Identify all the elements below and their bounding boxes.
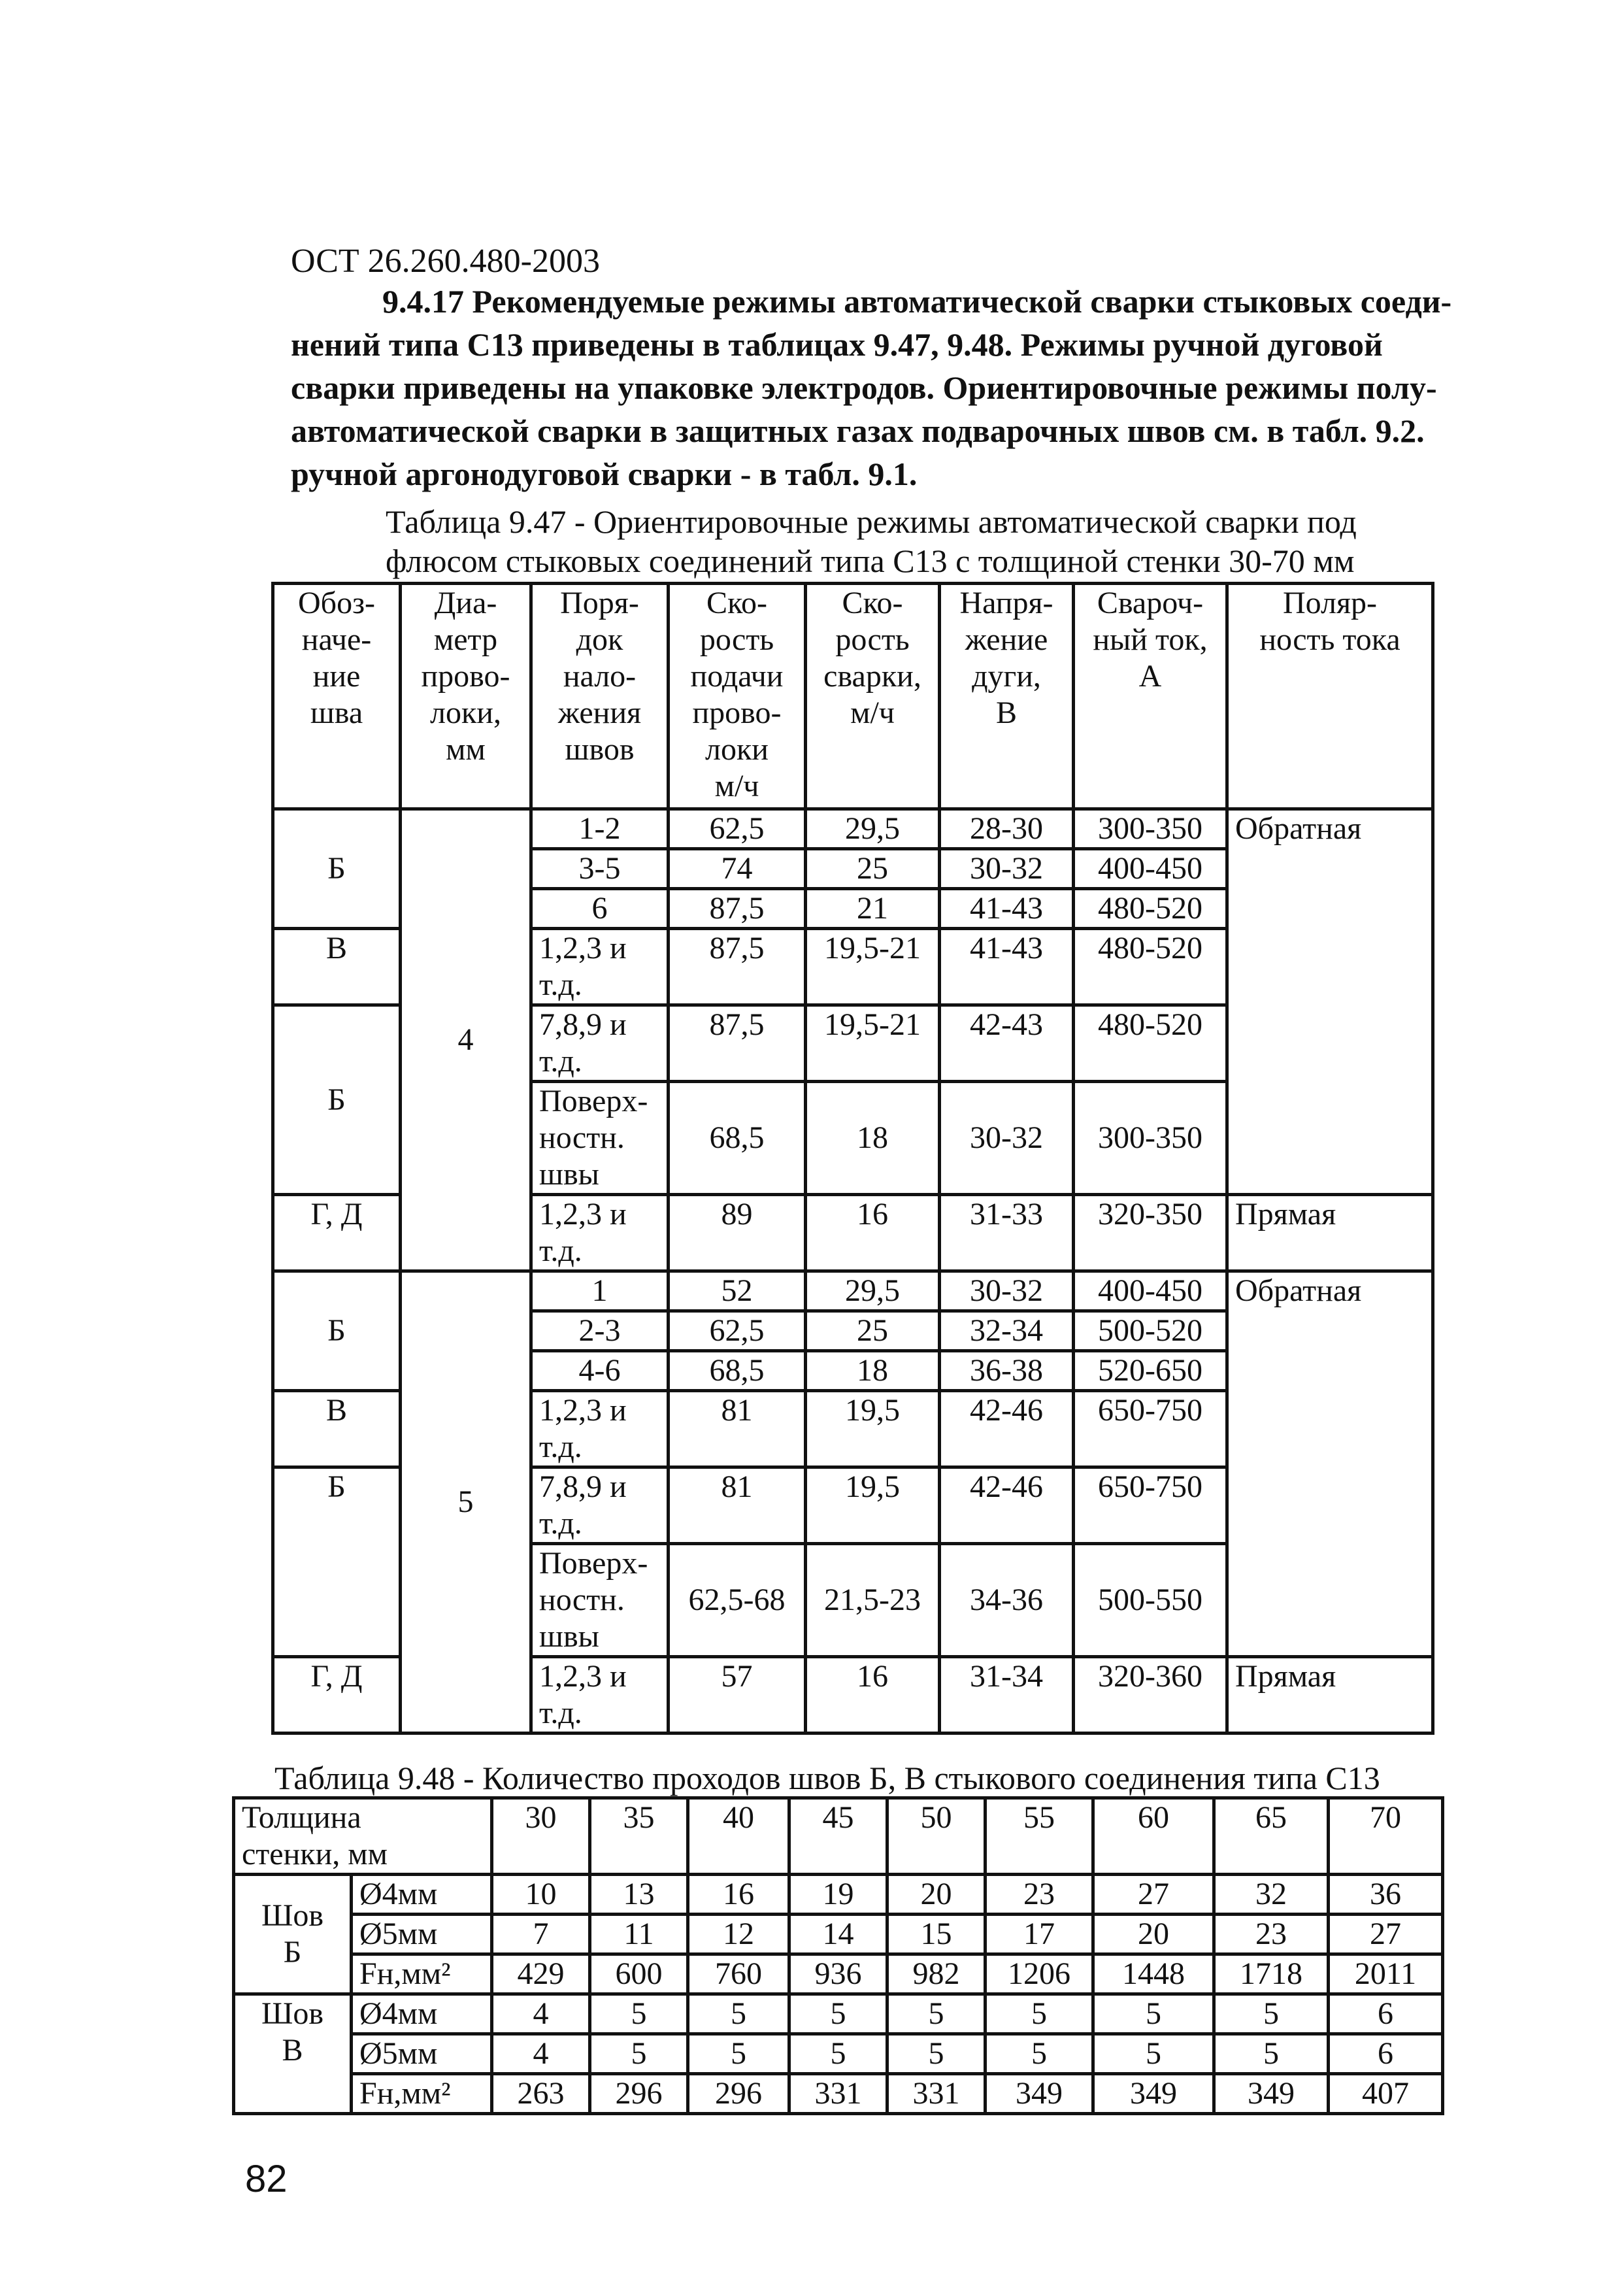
count-cell: 5 [590, 2034, 688, 2074]
value-cell: 480-520 [1074, 1005, 1227, 1082]
value-cell: 19,5 [806, 1467, 940, 1544]
area-cell: 429 [492, 1954, 590, 1994]
order-cell: 6 [531, 889, 669, 929]
count-cell: 6 [1329, 1994, 1443, 2034]
area-cell: 936 [789, 1954, 887, 1994]
value-cell: 30-32 [940, 1271, 1074, 1311]
count-cell: 5 [887, 2034, 986, 2074]
table-row [234, 1994, 1443, 2034]
value-cell: 18 [806, 1351, 940, 1391]
order-cell: 4-6 [531, 1351, 669, 1391]
count-cell: 5 [688, 2034, 789, 2074]
count-cell: 16 [688, 1875, 789, 1915]
header-current: Свароч- ный ток, А [1074, 584, 1227, 809]
count-cell: 5 [887, 1994, 986, 2034]
count-cell: 11 [590, 1915, 688, 1954]
diameter-cell: 4 [401, 809, 531, 1271]
count-cell: 5 [1093, 1994, 1214, 2034]
count-cell: 5 [789, 1994, 887, 2034]
value-cell: 21,5-23 [806, 1544, 940, 1657]
count-cell: 4 [492, 2034, 590, 2074]
count-cell: 36 [1329, 1875, 1443, 1915]
thickness-cell: 45 [789, 1798, 887, 1875]
count-cell: 15 [887, 1915, 986, 1954]
caption-line: флюсом стыковых соединений типа С13 с толщиной стенки 30-70 мм [386, 543, 1355, 579]
header-seam: Обоз- наче- ние шва [273, 584, 401, 809]
count-cell: 23 [1214, 1915, 1329, 1954]
order-cell: Поверх- ностн. швы [531, 1544, 669, 1657]
value-cell: 30-32 [940, 1082, 1074, 1195]
count-cell: 23 [986, 1875, 1093, 1915]
table-row [234, 1875, 1443, 1915]
count-cell: 27 [1329, 1915, 1443, 1954]
header-diameter: Диа- метр прово- локи, мм [401, 584, 531, 809]
thickness-cell: 60 [1093, 1798, 1214, 1875]
sub-label: Ø4мм [352, 1875, 492, 1915]
count-cell: 7 [492, 1915, 590, 1954]
thickness-cell: 40 [688, 1798, 789, 1875]
area-cell: 2011 [1329, 1954, 1443, 1994]
value-cell: 480-520 [1074, 889, 1227, 929]
table-9-47-caption [386, 502, 1357, 580]
count-cell: 5 [986, 2034, 1093, 2074]
value-cell: 500-550 [1074, 1544, 1227, 1657]
value-cell: 42-46 [940, 1391, 1074, 1467]
area-cell: 1206 [986, 1954, 1093, 1994]
value-cell: 650-750 [1074, 1391, 1227, 1467]
order-cell: 1,2,3 и т.д. [531, 1391, 669, 1467]
value-cell: 68,5 [669, 1351, 806, 1391]
thickness-label: Толщина стенки, мм [234, 1798, 492, 1875]
value-cell: 320-350 [1074, 1195, 1227, 1271]
value-cell: 25 [806, 1311, 940, 1351]
caption-line: Таблица 9.47 - Ориентировочные режимы автоматической сварки под [386, 503, 1357, 540]
count-cell: 19 [789, 1875, 887, 1915]
area-cell: 349 [986, 2074, 1093, 2114]
table-row [273, 1271, 1433, 1311]
value-cell: 62,5 [669, 809, 806, 849]
table-9-48 [232, 1796, 1444, 2115]
value-cell: 400-450 [1074, 1271, 1227, 1311]
sub-label: Ø5мм [352, 2034, 492, 2074]
thickness-row [234, 1798, 1443, 1875]
area-cell: 263 [492, 2074, 590, 2114]
table-row [234, 1954, 1443, 1994]
value-cell: 19,5 [806, 1391, 940, 1467]
order-cell: 7,8,9 и т.д. [531, 1467, 669, 1544]
polarity-cell: Обратная [1227, 809, 1433, 1195]
value-cell: 320-360 [1074, 1657, 1227, 1734]
count-cell: 14 [789, 1915, 887, 1954]
sub-label: Ø5мм [352, 1915, 492, 1954]
count-cell: 5 [789, 2034, 887, 2074]
thickness-cell: 55 [986, 1798, 1093, 1875]
count-cell: 20 [887, 1875, 986, 1915]
value-cell: 25 [806, 849, 940, 889]
count-cell: 17 [986, 1915, 1093, 1954]
value-cell: 16 [806, 1195, 940, 1271]
value-cell: 62,5 [669, 1311, 806, 1351]
seam-cell: Г, Д [273, 1657, 401, 1734]
sub-label: Fн,мм² [352, 1954, 492, 1994]
seam-cell: В [273, 1391, 401, 1467]
count-cell: 20 [1093, 1915, 1214, 1954]
seam-cell: Б [273, 1005, 401, 1195]
order-cell: Поверх- ностн. швы [531, 1082, 669, 1195]
value-cell: 41-43 [940, 889, 1074, 929]
sub-label: Ø4мм [352, 1994, 492, 2034]
table-9-47 [271, 582, 1434, 1735]
value-cell: 31-34 [940, 1657, 1074, 1734]
header-feed-speed: Ско- рость подачи прово- локи м/ч [669, 584, 806, 809]
area-cell: 1448 [1093, 1954, 1214, 1994]
seam-cell: Б [273, 1467, 401, 1657]
header-weld-speed: Ско- рость сварки, м/ч [806, 584, 940, 809]
area-cell: 760 [688, 1954, 789, 1994]
value-cell: 87,5 [669, 929, 806, 1005]
order-cell: 1,2,3 и т.д. [531, 929, 669, 1005]
area-cell: 349 [1093, 2074, 1214, 2114]
value-cell: 89 [669, 1195, 806, 1271]
value-cell: 19,5-21 [806, 1005, 940, 1082]
polarity-cell: Прямая [1227, 1657, 1433, 1734]
count-cell: 5 [590, 1994, 688, 2034]
value-cell: 57 [669, 1657, 806, 1734]
table-row [234, 2074, 1443, 2114]
count-cell: 5 [1093, 2034, 1214, 2074]
value-cell: 87,5 [669, 1005, 806, 1082]
area-cell: 1718 [1214, 1954, 1329, 1994]
seam-b-label: Шов Б [234, 1875, 352, 1994]
intro-line: ручной аргонодуговой сварки - в табл. 9.1. [291, 456, 918, 492]
value-cell: 21 [806, 889, 940, 929]
area-cell: 331 [887, 2074, 986, 2114]
intro-line: автоматической сварки в защитных газах подварочных швов см. в табл. 9.2. [291, 412, 1425, 449]
intro-line: 9.4.17 Рекомендуемые режимы автоматической сварки стыковых соеди- [382, 283, 1452, 320]
polarity-cell: Обратная [1227, 1271, 1433, 1657]
value-cell: 81 [669, 1467, 806, 1544]
value-cell: 68,5 [669, 1082, 806, 1195]
value-cell: 30-32 [940, 849, 1074, 889]
seam-v-label: Шов В [234, 1994, 352, 2114]
document-code: ОСТ 26.260.480-2003 [291, 243, 600, 280]
table-row [234, 1915, 1443, 1954]
thickness-cell: 70 [1329, 1798, 1443, 1875]
area-cell: 331 [789, 2074, 887, 2114]
value-cell: 42-46 [940, 1467, 1074, 1544]
count-cell: 5 [1214, 2034, 1329, 2074]
order-cell: 1 [531, 1271, 669, 1311]
intro-line: нений типа С13 приведены в таблицах 9.47, 9.48. Режимы ручной дуговой [291, 326, 1383, 363]
count-cell: 6 [1329, 2034, 1443, 2074]
value-cell: 400-450 [1074, 849, 1227, 889]
diameter-cell: 5 [401, 1271, 531, 1734]
area-cell: 407 [1329, 2074, 1443, 2114]
header-polarity: Поляр- ность тока [1227, 584, 1433, 809]
page-number: 82 [245, 2158, 288, 2200]
thickness-cell: 65 [1214, 1798, 1329, 1875]
value-cell: 52 [669, 1271, 806, 1311]
value-cell: 28-30 [940, 809, 1074, 849]
thickness-cell: 35 [590, 1798, 688, 1875]
value-cell: 29,5 [806, 809, 940, 849]
value-cell: 31-33 [940, 1195, 1074, 1271]
value-cell: 19,5-21 [806, 929, 940, 1005]
order-cell: 2-3 [531, 1311, 669, 1351]
thickness-cell: 50 [887, 1798, 986, 1875]
count-cell: 4 [492, 1994, 590, 2034]
area-cell: 296 [590, 2074, 688, 2114]
seam-cell: В [273, 929, 401, 1005]
count-cell: 5 [986, 1994, 1093, 2034]
value-cell: 18 [806, 1082, 940, 1195]
header-order: Поря- док нало- жения швов [531, 584, 669, 809]
value-cell: 34-36 [940, 1544, 1074, 1657]
header-voltage: Напря- жение дуги, В [940, 584, 1074, 809]
order-cell: 1-2 [531, 809, 669, 849]
value-cell: 480-520 [1074, 929, 1227, 1005]
intro-paragraph [291, 280, 1452, 495]
table-row [273, 809, 1433, 849]
intro-line: сварки приведены на упаковке электродов. Ориентировочные режимы полу- [291, 369, 1437, 406]
count-cell: 13 [590, 1875, 688, 1915]
value-cell: 62,5-68 [669, 1544, 806, 1657]
order-cell: 7,8,9 и т.д. [531, 1005, 669, 1082]
polarity-cell: Прямая [1227, 1195, 1433, 1271]
value-cell: 520-650 [1074, 1351, 1227, 1391]
value-cell: 650-750 [1074, 1467, 1227, 1544]
value-cell: 300-350 [1074, 1082, 1227, 1195]
value-cell: 300-350 [1074, 809, 1227, 849]
value-cell: 81 [669, 1391, 806, 1467]
count-cell: 32 [1214, 1875, 1329, 1915]
count-cell: 10 [492, 1875, 590, 1915]
value-cell: 42-43 [940, 1005, 1074, 1082]
area-cell: 600 [590, 1954, 688, 1994]
table-9-48-caption: Таблица 9.48 - Количество проходов швов Б, В стыкового соединения типа С13 [274, 1760, 1380, 1796]
thickness-cell: 30 [492, 1798, 590, 1875]
area-cell: 296 [688, 2074, 789, 2114]
order-cell: 1,2,3 и т.д. [531, 1657, 669, 1734]
area-cell: 982 [887, 1954, 986, 1994]
order-cell: 1,2,3 и т.д. [531, 1195, 669, 1271]
count-cell: 12 [688, 1915, 789, 1954]
count-cell: 5 [688, 1994, 789, 2034]
order-cell: 3-5 [531, 849, 669, 889]
value-cell: 32-34 [940, 1311, 1074, 1351]
value-cell: 74 [669, 849, 806, 889]
value-cell: 41-43 [940, 929, 1074, 1005]
count-cell: 27 [1093, 1875, 1214, 1915]
sub-label: Fн,мм² [352, 2074, 492, 2114]
seam-cell: Б [273, 1271, 401, 1391]
table-header-row [273, 584, 1433, 809]
seam-cell: Б [273, 809, 401, 929]
value-cell: 29,5 [806, 1271, 940, 1311]
table-row [234, 2034, 1443, 2074]
value-cell: 16 [806, 1657, 940, 1734]
count-cell: 5 [1214, 1994, 1329, 2034]
value-cell: 87,5 [669, 889, 806, 929]
seam-cell: Г, Д [273, 1195, 401, 1271]
value-cell: 500-520 [1074, 1311, 1227, 1351]
area-cell: 349 [1214, 2074, 1329, 2114]
value-cell: 36-38 [940, 1351, 1074, 1391]
